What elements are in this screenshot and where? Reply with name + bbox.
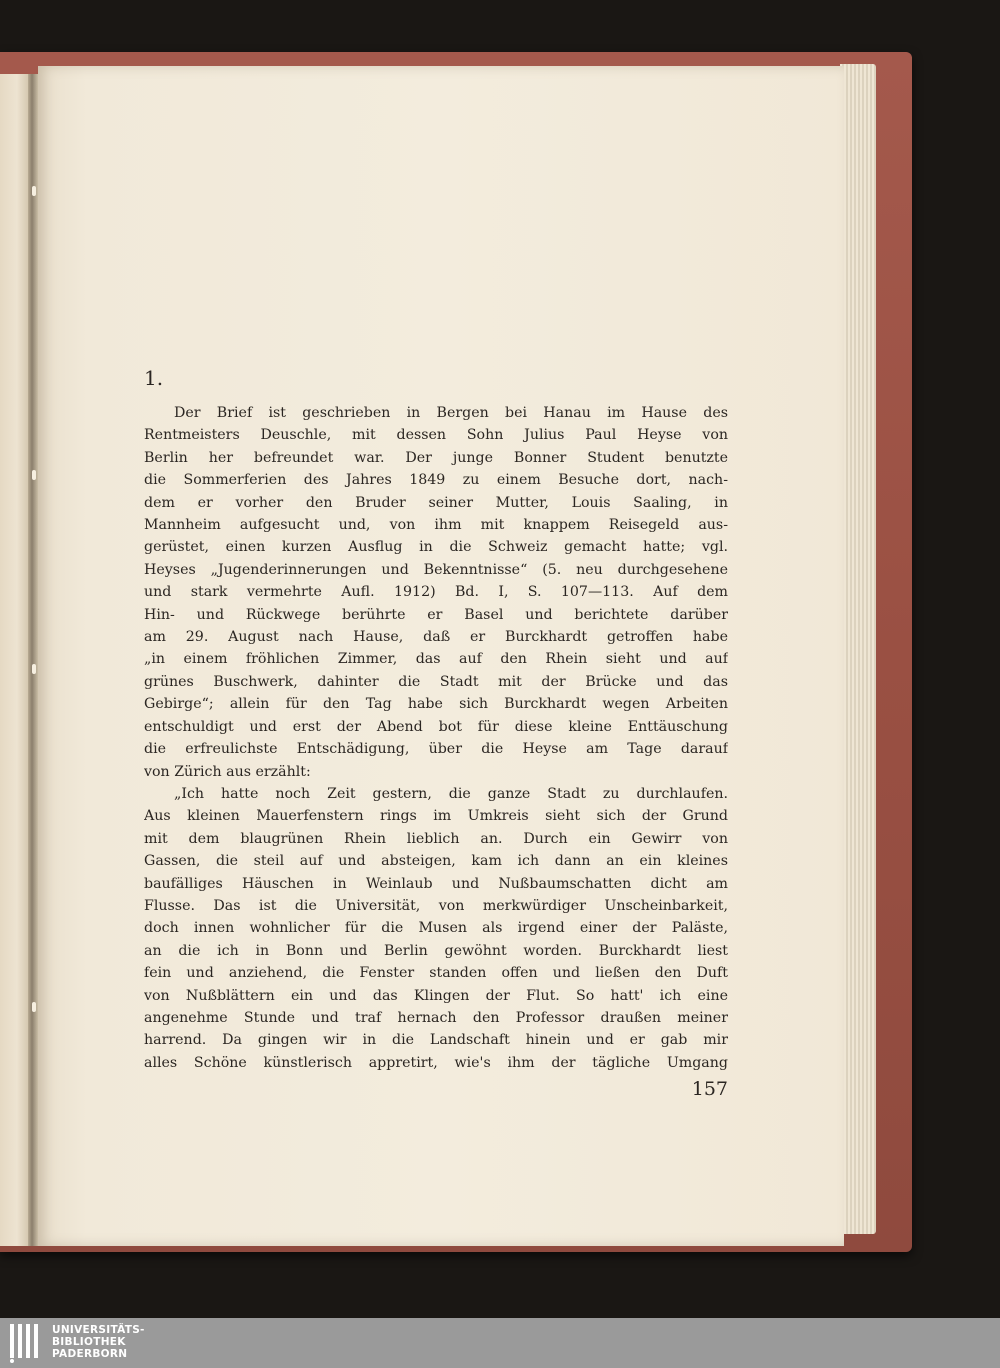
library-footer — [0, 1318, 1000, 1368]
book-gutter — [28, 74, 38, 1246]
binding-stitch — [32, 470, 36, 480]
text-line: angenehme Stunde und traf hernach den Professor draußen meiner — [144, 1009, 728, 1026]
text-line: harrend. Da gingen wir in die Landschaft hinein und er gab mir — [144, 1032, 728, 1049]
text-line: grünes Buschwerk, dahinter die Stadt mit der Brücke und das — [144, 673, 728, 690]
binding-stitch — [32, 1002, 36, 1012]
text-line: die Sommerferien des Jahres 1849 zu einem Besuche dort, nach- — [144, 472, 728, 489]
text-line: am 29. August nach Hause, daß er Burckhardt getroffen habe — [144, 629, 728, 646]
section-number: 1. — [144, 366, 164, 390]
page-number: 157 — [691, 1078, 728, 1100]
text-line: von Nußblättern ein und das Klingen der Flut. So hatt' ich eine — [144, 987, 728, 1004]
binding-stitch — [32, 664, 36, 674]
library-name-line: PADERBORN — [52, 1348, 128, 1360]
book-page — [38, 66, 844, 1246]
text-line: doch innen wohnlicher für die Musen als irgend einer der Paläste, — [144, 920, 728, 937]
page-stack-edge — [840, 64, 876, 1234]
text-line: gerüstet, einen kurzen Ausflug in die Schweiz gemacht hatte; vgl. — [144, 539, 728, 556]
library-name — [52, 1324, 145, 1360]
text-line: Rentmeisters Deuschle, mit dessen Sohn Julius Paul Heyse von — [144, 427, 728, 444]
text-line: Gassen, die steil auf und absteigen, kam ich dann an ein kleines — [144, 853, 728, 870]
text-line: an die ich in Bonn und Berlin gewöhnt worden. Burckhardt liest — [144, 942, 728, 959]
text-line: mit dem blaugrünen Rhein lieblich an. Durch ein Gewirr von — [144, 830, 728, 847]
text-line: Der Brief ist geschrieben in Bergen bei Hanau im Hause des — [174, 405, 728, 421]
library-logo-icon — [8, 1322, 44, 1364]
text-line: „in einem fröhlichen Zimmer, das auf den Rhein sieht und auf — [144, 651, 728, 668]
text-line: „Ich hatte noch Zeit gestern, die ganze Stadt zu durchlaufen. — [174, 785, 728, 802]
text-line: baufälliges Häuschen in Weinlaub und Nußbaumschatten dicht am — [144, 875, 728, 892]
library-name-line: BIBLIOTHEK — [52, 1336, 126, 1348]
text-line: Heyses „Jugenderinnerungen und Bekenntnisse“ (5. neu durchgesehene — [144, 561, 728, 578]
text-line: Mannheim aufgesucht und, von ihm mit knappem Reisegeld aus- — [144, 517, 728, 534]
left-page-edge — [0, 74, 28, 1246]
text-line: Hin- und Rückwege berührte er Basel und berichtete darüber — [144, 606, 728, 623]
text-line: fein und anziehend, die Fenster standen offen und ließen den Duft — [144, 965, 728, 982]
library-name-line: UNIVERSITÄTS- — [52, 1324, 145, 1336]
text-line: Berlin her befreundet war. Der junge Bonner Student benutzte — [144, 449, 728, 466]
page-text — [144, 366, 728, 1074]
paragraph-commentary — [144, 402, 728, 783]
text-line: dem er vorher den Bruder seiner Mutter, Louis Saaling, in — [144, 494, 728, 511]
text-line: alles Schöne künstlerisch appretirt, wie's ihm der tägliche Umgang — [144, 1054, 728, 1071]
text-line: entschuldigt und erst der Abend bot für diese kleine Enttäuschung — [144, 718, 728, 735]
text-line: und stark vermehrte Aufl. 1912) Bd. I, S. 107—113. Auf dem — [144, 584, 728, 601]
text-line: Gebirge“; allein für den Tag habe sich Burckhardt wegen Arbeiten — [144, 696, 728, 713]
binding-stitch — [32, 186, 36, 196]
text-line: Aus kleinen Mauerfenstern rings im Umkreis sieht sich der Grund — [144, 808, 728, 825]
text-line: von Zürich aus erzählt: — [144, 763, 311, 780]
text-line: die erfreulichste Entschädigung, über die Heyse am Tage darauf — [144, 741, 728, 758]
text-line: Flusse. Das ist die Universität, von merkwürdiger Unscheinbarkeit, — [144, 897, 728, 914]
paragraph-quotation — [144, 783, 728, 1074]
